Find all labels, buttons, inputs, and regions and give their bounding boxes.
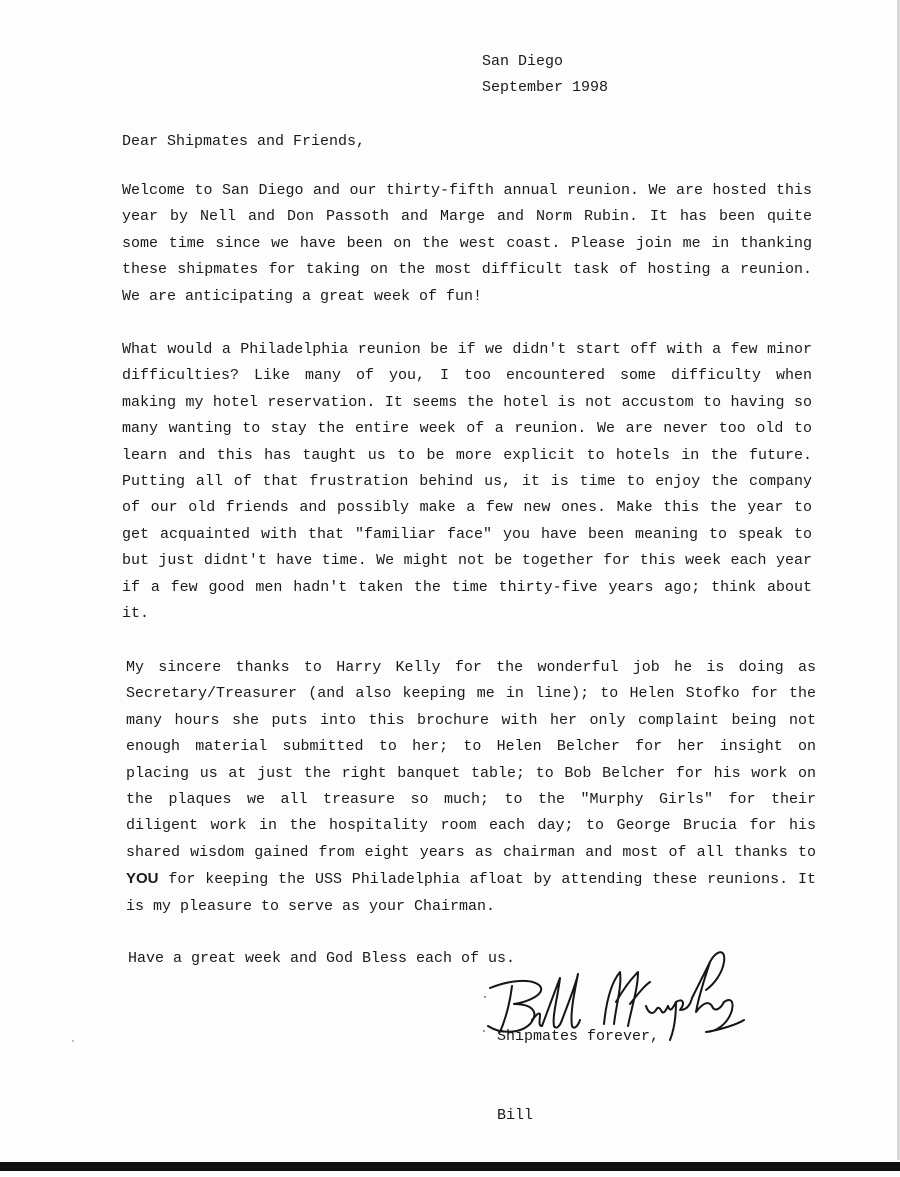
scan-speck xyxy=(72,1040,74,1042)
paragraph-welcome: Welcome to San Diego and our thirty-fifth annual reunion. We are hosted this year by Nell and Don Passoth and Marge and Norm Rubin. It has been quite some time since we have been on the west coast. Please join me in thanking these shipmates for taking on the most difficult task of hosting a reunion. We are anticipating a great week of fun! xyxy=(122,182,812,305)
scan-speck xyxy=(484,996,486,998)
bottom-border-rule xyxy=(0,1162,900,1171)
valediction: Shipmates forever, xyxy=(497,1028,660,1045)
paragraph-thanks-text: My sincere thanks to Harry Kelly for the wonderful job he is doing as Secretary/Treasurer (and also keeping me in line); to Helen Stofko for the many hours she puts into this brochure with her only complaint being not enough material submitted to her; to Helen Belcher for her insight on placing us at just the right banquet table; to Bob Belcher for his work on the plaques we all treasure so much; to the "Murphy Girls" for their diligent work in the hospitality room each day; to George Brucia for his shared wisdom gained from eight years as chairman and most of all thanks to xyxy=(126,659,816,861)
closing-line: Have a great week and God Bless each of us. xyxy=(128,950,516,967)
signed-name: Bill xyxy=(497,1107,534,1124)
paragraph-thanks-emphasis: YOU xyxy=(126,870,159,888)
paragraph-difficulties: What would a Philadelphia reunion be if we didn't start off with a few minor difficulties? Like many of you, I too encountered some difficulty when making my hotel reservation. It seems the hotel is not accustom to having so many wanting to stay the entire week of a reunion. We are never too old to learn and this has taught us to be more explicit to hotels in the future. Putting all of that frustration behind us, it is time to enjoy the company of our old friends and possibly make a few new ones. Make this the year to get acquainted with that "familiar face" you have been meaning to speak to but just didnt't have time. We might not be together for this week each year if a few good men hadn't taken the time thirty-five years ago; think about it. xyxy=(122,341,812,623)
paragraph-thanks xyxy=(126,655,816,920)
scan-speck xyxy=(483,1030,485,1032)
paragraph-thanks-text-end: for keeping the USS Philadelphia afloat by attending these reunions. It is my pleasure to serve as your Chairman. xyxy=(126,871,816,915)
salutation: Dear Shipmates and Friends, xyxy=(122,133,366,150)
letter-place: San Diego xyxy=(482,53,564,70)
letter-date: September 1998 xyxy=(482,79,609,96)
letter-heading xyxy=(482,49,608,101)
